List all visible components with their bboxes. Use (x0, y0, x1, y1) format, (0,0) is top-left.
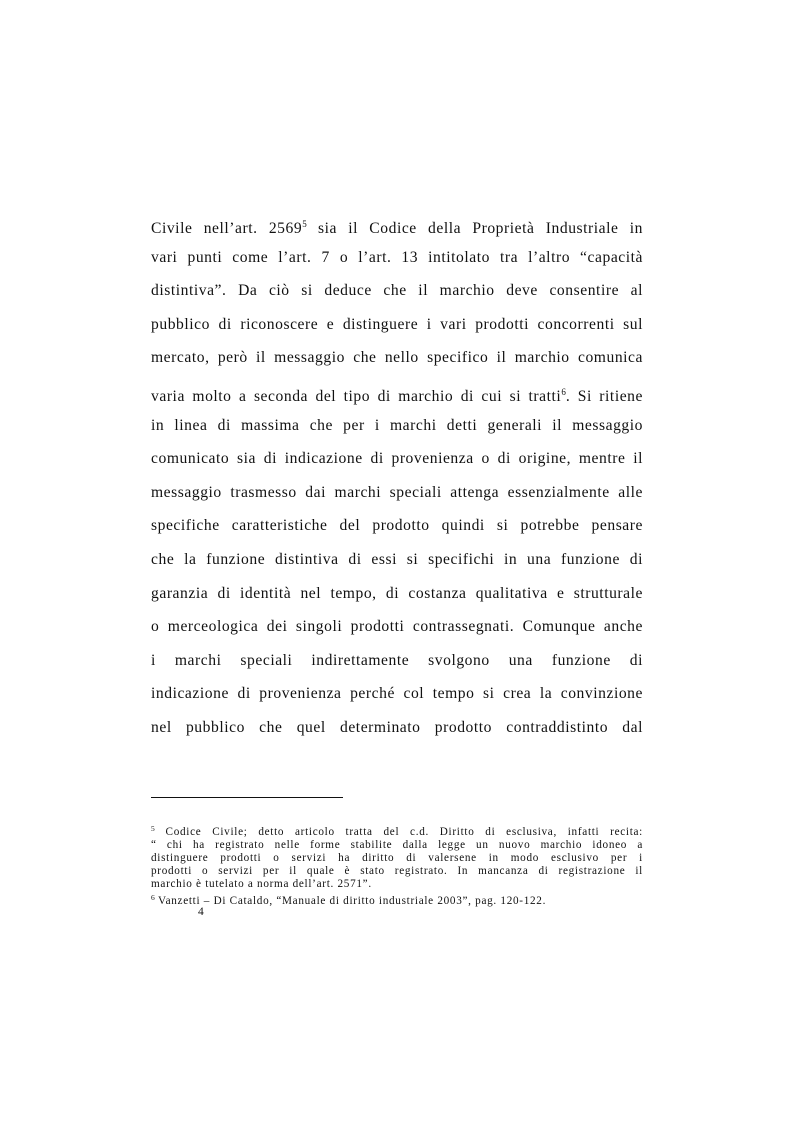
body-text (151, 212, 643, 750)
footnote-6-marker: 6 (151, 893, 155, 903)
footnote-ref-6[interactable]: 6 (561, 386, 566, 397)
body-line-4: pubblico di riconoscere e distinguere i vari prodotti concorrenti sul (151, 315, 643, 333)
footnote-separator (151, 797, 343, 798)
footnote-ref-5[interactable]: 5 (302, 219, 307, 229)
body-line-11: che la funzione distintiva di essi si specifichi in una funzione di (151, 550, 643, 568)
body-line-7: in linea di massima che per i marchi detti generali il messaggio (151, 416, 643, 434)
body-line-13: o merceologica dei singoli prodotti contrassegnati. Comunque anche (151, 618, 643, 636)
body-line-16: nel pubblico che quel determinato prodotto contraddistinto dal (151, 718, 643, 736)
footnote-6: $^6$ Vanzetti – Di Cataldo, “Manuale di diritto industriale 2003”, pag. 120-122. (151, 893, 547, 908)
body-line-3: distintiva”. Da ciò si deduce che il marchio deve consentire al (151, 282, 643, 300)
body-line-6: varia molto a seconda del tipo di marchio di cui si tratti$^6$. Si ritiene (151, 386, 643, 405)
body-line-14: i marchi speciali indirettamente svolgono una funzione di (151, 651, 643, 669)
body-line-5: mercato, però il messaggio che nello specifico il marchio comunica (151, 349, 643, 367)
footnote-5-line-2: “ chi ha registrato nelle forme stabilite dalla legge un nuovo marchio idoneo a (151, 839, 643, 852)
body-line-9: messaggio trasmesso dai marchi speciali attenga essenzialmente alle (151, 483, 643, 501)
footnote-5-line-1: $^5$ Codice Civile; detto articolo tratta del c.d. Diritto di esclusiva, infatti recita: (151, 824, 643, 838)
body-line-10: specifiche caratteristiche del prodotto quindi si potrebbe pensare (151, 517, 643, 535)
footnote-5-line-3: distinguere prodotti o servizi ha diritto di valersene in modo esclusivo per i (151, 852, 643, 865)
page-number: 4 (198, 906, 204, 918)
body-line-1: Civile nell’art. 2569$^5$ sia il Codice della Proprietà Industriale in (151, 219, 643, 237)
body-line-12: garanzia di identità nel tempo, di costanza qualitativa e strutturale (151, 584, 643, 602)
footnote-5-marker: 5 (151, 824, 155, 833)
body-line-8: comunicato sia di indicazione di provenienza o di origine, mentre il (151, 450, 643, 468)
body-line-15: indicazione di provenienza perché col tempo si crea la convinzione (151, 685, 643, 703)
footnote-5-line-4: prodotti o servizi per il quale è stato registrato. In mancanza di registrazione il (151, 865, 643, 878)
footnote-5-line-5: marchio è tutelato a norma dell’art. 2571”. (151, 878, 372, 891)
body-line-2: vari punti come l’art. 7 o l’art. 13 intitolato tra l’altro “capacità (151, 248, 643, 266)
footnotes (151, 822, 643, 909)
